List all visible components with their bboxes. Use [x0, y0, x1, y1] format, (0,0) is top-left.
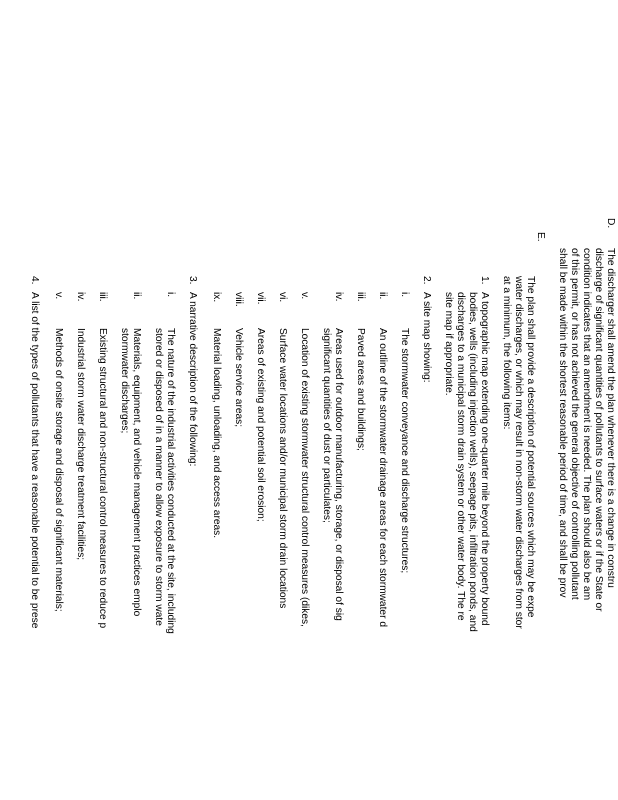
sub-item-text: Existing structural and non-structural control measures to reduce p: [97, 328, 108, 629]
sub-item-text: stormwater discharges;: [119, 328, 130, 434]
sub-item-text: stored or disposed of in a manner to allow exposure to storm wate: [153, 328, 164, 626]
item-d-line: shall be made within the shortest reasonable period of time, and shall be prov: [557, 248, 568, 598]
item-d-line: condition indicates that an amendment is needed. The plan should also be am: [581, 248, 592, 601]
item-d-marker: D.: [605, 218, 616, 229]
item-e-marker: E.: [535, 232, 546, 242]
sub-item-text: An outline of the stormwater drainage areas for each stormwater d: [377, 328, 388, 627]
sub-item-text: Areas used for outdoor manufacturing, storage, or disposal of sig: [333, 328, 344, 621]
item-d-line: of this permit, or has not achieved the general objective of controlling pollutant: [569, 248, 580, 600]
sub-item-number: v.: [53, 292, 64, 300]
item-e-line: at a minimum, the following items:: [501, 276, 512, 430]
sub-item-text: Location of existing stormwater structural control measures (dikes,: [299, 328, 310, 627]
item-e2-number: 2.: [421, 276, 432, 285]
item-e1-line: discharges to a municipal storm drain system or other water body. The re: [455, 292, 466, 621]
sub-item-number: v.: [299, 292, 310, 300]
sub-item-number: ix.: [211, 292, 222, 303]
item-e1-number: 1.: [479, 276, 490, 285]
sub-item-number: ii.: [131, 292, 142, 300]
sub-item-text: The nature of the industrial activities conducted at the site, including: [165, 328, 176, 634]
item-e3-number: 3.: [187, 276, 198, 285]
item-e1-line: A topographic map extending one-quarter mile beyond the property bound: [479, 292, 490, 626]
item-e1-line: bodies, wells (including injection wells), seepage pits, infiltration ponds, and: [467, 292, 478, 632]
sub-item-number: ii.: [377, 292, 388, 300]
sub-item-number: vi.: [277, 292, 288, 303]
sub-item-number: vii.: [255, 292, 266, 305]
sub-item-number: iii.: [97, 292, 108, 302]
sub-item-text: Vehicle service areas;: [233, 328, 244, 428]
sub-item-text: significant quantities of dust or particulates;: [321, 328, 332, 523]
sub-item-text: Areas of existing and potential soil erosion;: [255, 328, 266, 522]
sub-item-number: iv.: [333, 292, 344, 302]
item-e-line: water discharges, or which may result in non-storm water discharges from stor: [513, 276, 524, 629]
sub-item-number: viii.: [233, 292, 244, 307]
sub-item-text: Paved areas and buildings;: [355, 328, 366, 451]
sub-item-number: i.: [399, 292, 410, 298]
item-e4-text: A list of the types of pollutants that have a reasonable potential to be prese: [29, 292, 40, 629]
sub-item-text: Industrial storm water discharge treatment facilities;: [75, 328, 86, 561]
sub-item-text: Material loading, unloading, and access areas.: [211, 328, 222, 539]
item-e1-line: site map if appropriate.: [443, 292, 454, 396]
sub-item-text: The stormwater conveyance and discharge structures;: [399, 328, 410, 574]
sub-item-text: Methods of onsite storage and disposal of significant materials;: [53, 328, 64, 612]
item-e3-intro: A narrative description of the following:: [187, 292, 198, 467]
item-e-line: The plan shall provide a description of potential sources which may be expe: [525, 276, 536, 618]
item-e4-number: 4.: [29, 276, 40, 285]
sub-item-number: i.: [165, 292, 176, 298]
sub-item-number: iv.: [75, 292, 86, 302]
item-d-line: The discharger shall amend the plan whenever there is a change in constru: [605, 248, 616, 588]
sub-item-text: Materials, equipment, and vehicle management practices emplo: [131, 328, 142, 617]
sub-item-number: iii.: [355, 292, 366, 302]
sub-item-text: Surface water locations and/or municipal storm drain locations: [277, 328, 288, 609]
item-d-line: discharge of significant quantities of pollutants to surface waters or if the State or: [593, 248, 604, 612]
item-e2-intro: A site map showing:: [421, 292, 432, 383]
